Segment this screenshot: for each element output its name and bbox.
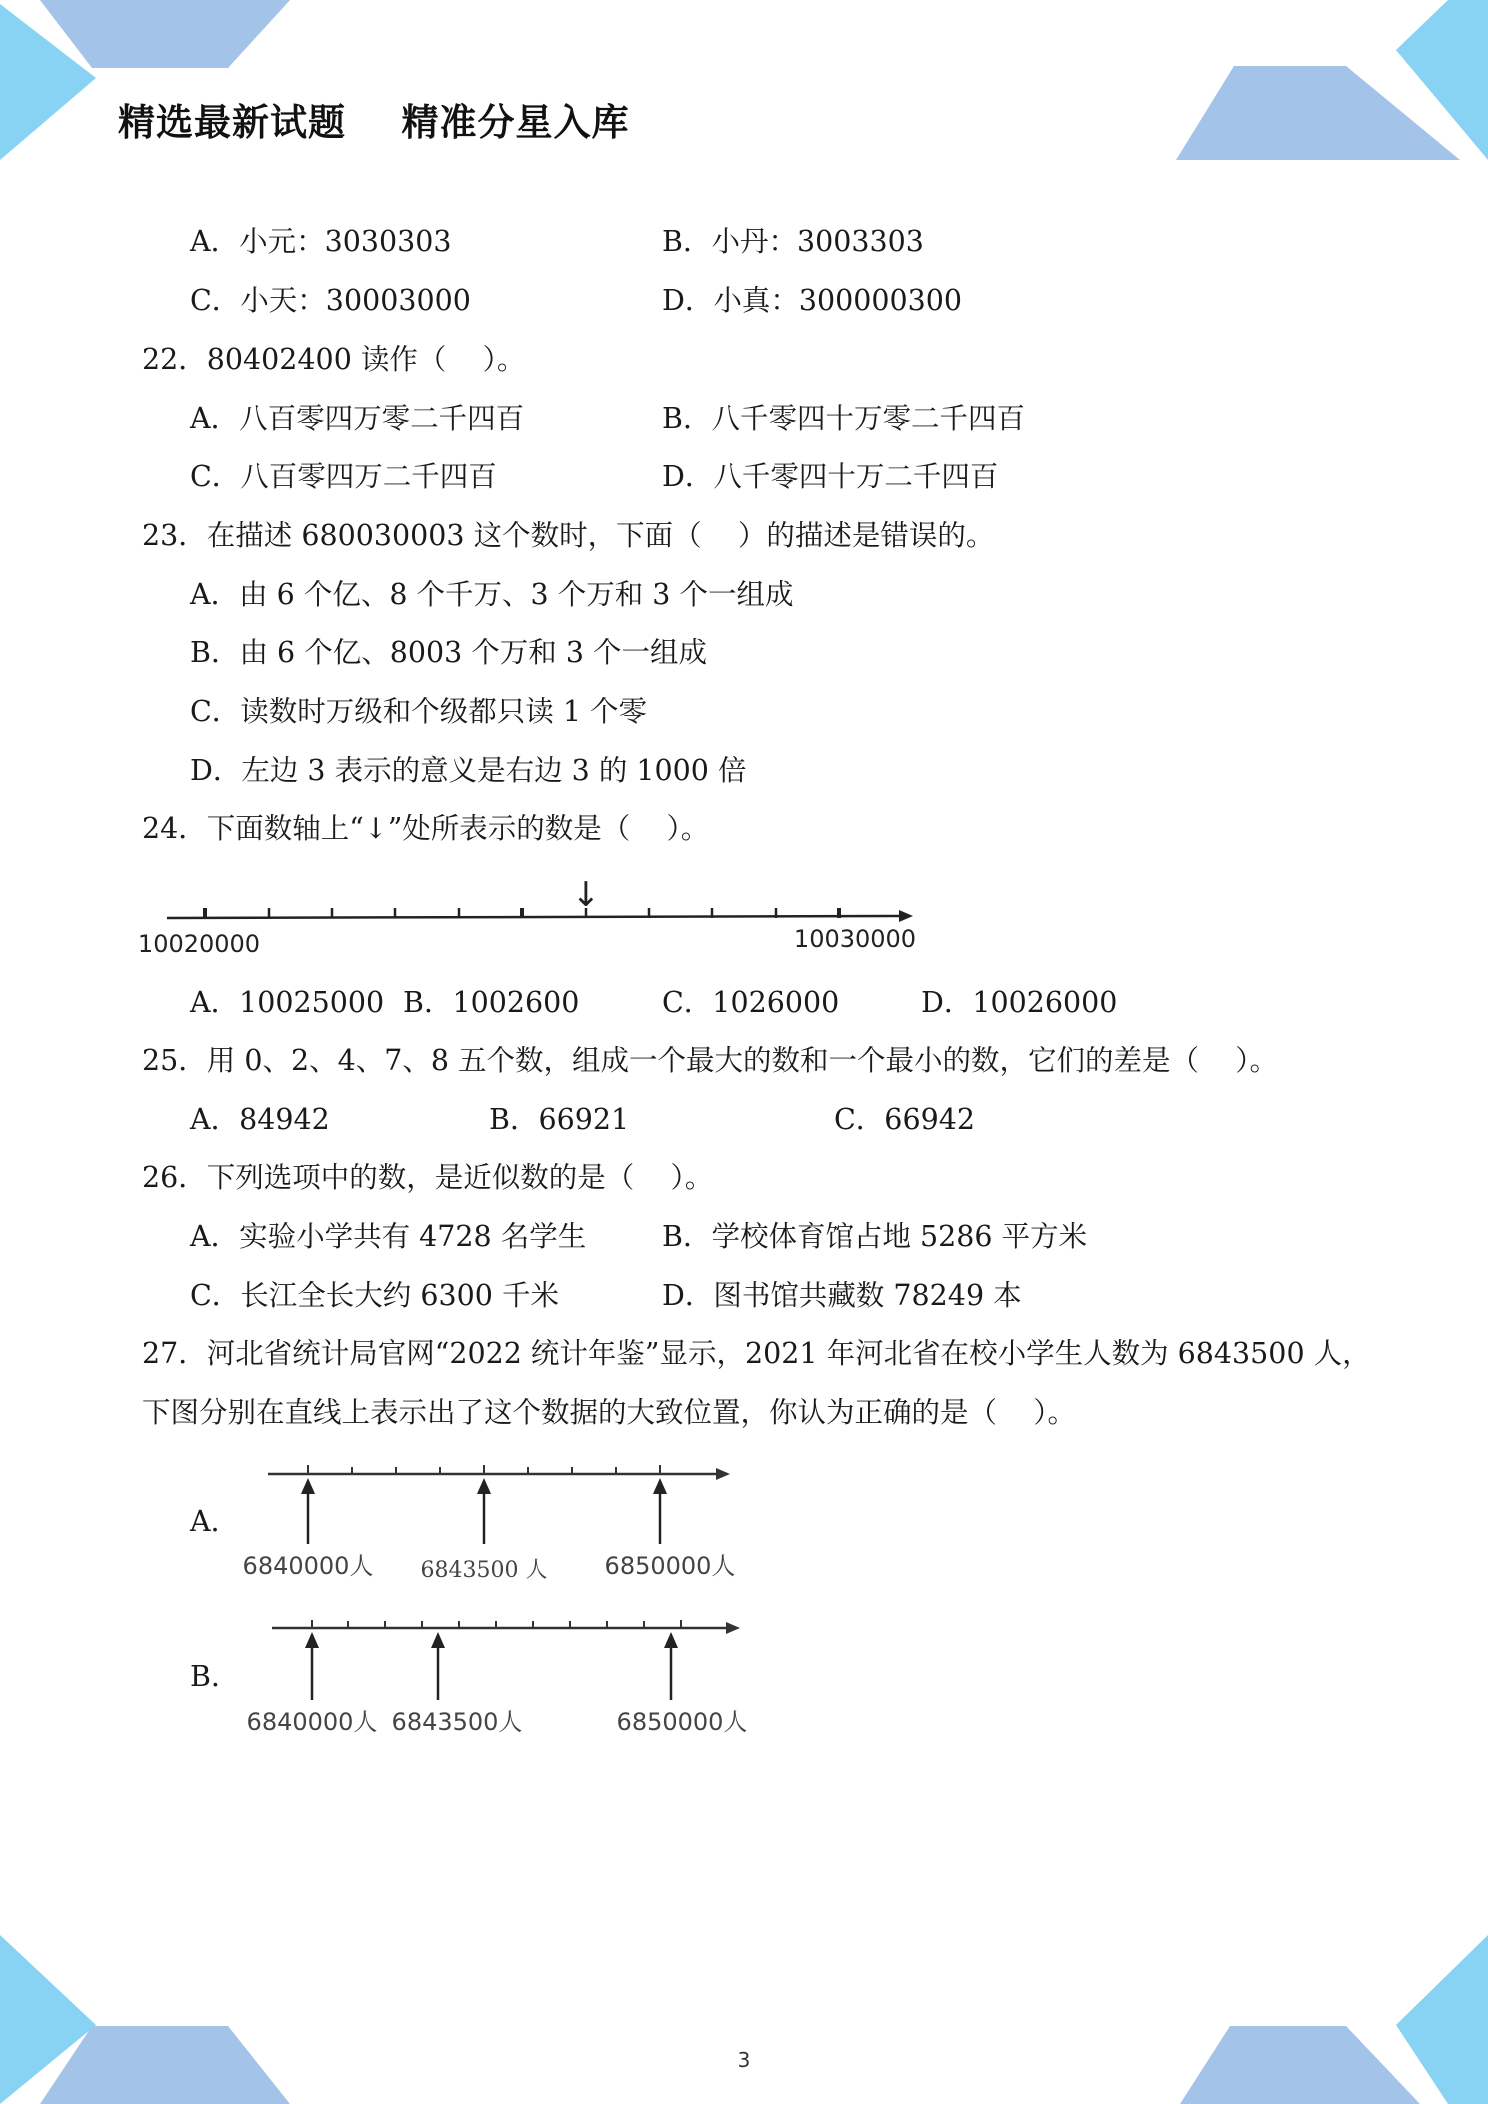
q27-option-a-number-line xyxy=(230,1452,750,1592)
q22-option-a: A．八百零四万零二千四百 xyxy=(190,402,525,435)
q24-option-b: B．1002600 xyxy=(403,986,580,1019)
q24-option-c: C．1026000 xyxy=(662,986,840,1019)
q27-option-b-label: B． xyxy=(190,1660,240,1693)
q26-option-d: D．图书馆共藏数 78249 本 xyxy=(662,1279,1022,1312)
q23-stem: 23．在描述 680030003 这个数时，下面（ ）的描述是错误的。 xyxy=(142,519,995,552)
q21-option-b: B．小丹：3003303 xyxy=(662,225,924,258)
q27-a-label-1: 6840000人 xyxy=(242,1552,374,1580)
q24-option-a: A．10025000 xyxy=(190,986,385,1019)
top-left-trapezoid xyxy=(40,0,290,68)
q25-stem: 25．用 0、2、4、7、8 五个数，组成一个最大的数和一个最小的数，它们的差是（ ）。 xyxy=(142,1044,1279,1077)
q24-stem: 24．下面数轴上“↓”处所表示的数是（ ）。 xyxy=(142,812,710,845)
q26-option-a: A．实验小学共有 4728 名学生 xyxy=(190,1220,587,1253)
q23-option-a: A．由 6 个亿、8 个千万、3 个万和 3 个一组成 xyxy=(190,578,794,611)
q27-b-label-3: 6850000人 xyxy=(616,1708,748,1736)
q22-option-c: C．八百零四万二千四百 xyxy=(190,460,497,493)
q23-option-c: C．读数时万级和个级都只读 1 个零 xyxy=(190,695,648,728)
q24-option-d: D．10026000 xyxy=(921,986,1118,1019)
q21-option-d: D．小真：300000300 xyxy=(662,284,963,317)
q27-b-label-1: 6840000人 xyxy=(246,1708,378,1736)
q25-option-b: B．66921 xyxy=(489,1103,630,1136)
bottom-right-triangle xyxy=(1396,1935,1488,2104)
q24-axis-start-label: 10020000 xyxy=(137,930,261,958)
q26-option-c: C．长江全长大约 6300 千米 xyxy=(190,1279,559,1312)
q23-option-d: D．左边 3 表示的意义是右边 3 的 1000 倍 xyxy=(190,754,747,787)
q21-option-c: C．小天：30003000 xyxy=(190,284,471,317)
q24-number-line xyxy=(135,870,925,960)
top-right-trapezoid xyxy=(1176,66,1460,160)
q24-marker-arrow: ↓ xyxy=(571,875,601,915)
q23-option-b: B．由 6 个亿、8003 个万和 3 个一组成 xyxy=(190,636,708,669)
q25-option-a: A．84942 xyxy=(190,1103,330,1136)
page-number: 3 xyxy=(737,2048,751,2072)
header-title: 精选最新试题 精准分星入库 xyxy=(118,101,630,144)
q27-a-label-2: 6843500 人 xyxy=(420,1558,548,1583)
q27-a-label-3: 6850000人 xyxy=(604,1552,736,1580)
q22-stem: 22．80402400 读作（ ）。 xyxy=(142,343,526,376)
q27-stem-line2: 下图分别在直线上表示出了这个数据的大致位置，你认为正确的是（ ）。 xyxy=(142,1396,1076,1429)
q27-option-a-label: A． xyxy=(190,1505,240,1538)
q21-option-a: A．小元：3030303 xyxy=(190,225,452,258)
q24-axis-end-label: 10030000 xyxy=(793,925,917,953)
q26-stem: 26．下列选项中的数，是近似数的是（ ）。 xyxy=(142,1161,714,1194)
q27-stem-line1: 27．河北省统计局官网“2022 统计年鉴”显示，2021 年河北省在校小学生人数为 6843500 人， xyxy=(142,1337,1371,1370)
q27-option-b-number-line xyxy=(230,1608,760,1748)
q26-option-b: B．学校体育馆占地 5286 平方米 xyxy=(662,1220,1088,1253)
q27-b-label-2: 6843500人 xyxy=(391,1708,523,1736)
q22-option-d: D．八千零四十万二千四百 xyxy=(662,460,999,493)
q25-option-c: C．66942 xyxy=(834,1103,975,1136)
q22-option-b: B．八千零四十万零二千四百 xyxy=(662,402,1025,435)
